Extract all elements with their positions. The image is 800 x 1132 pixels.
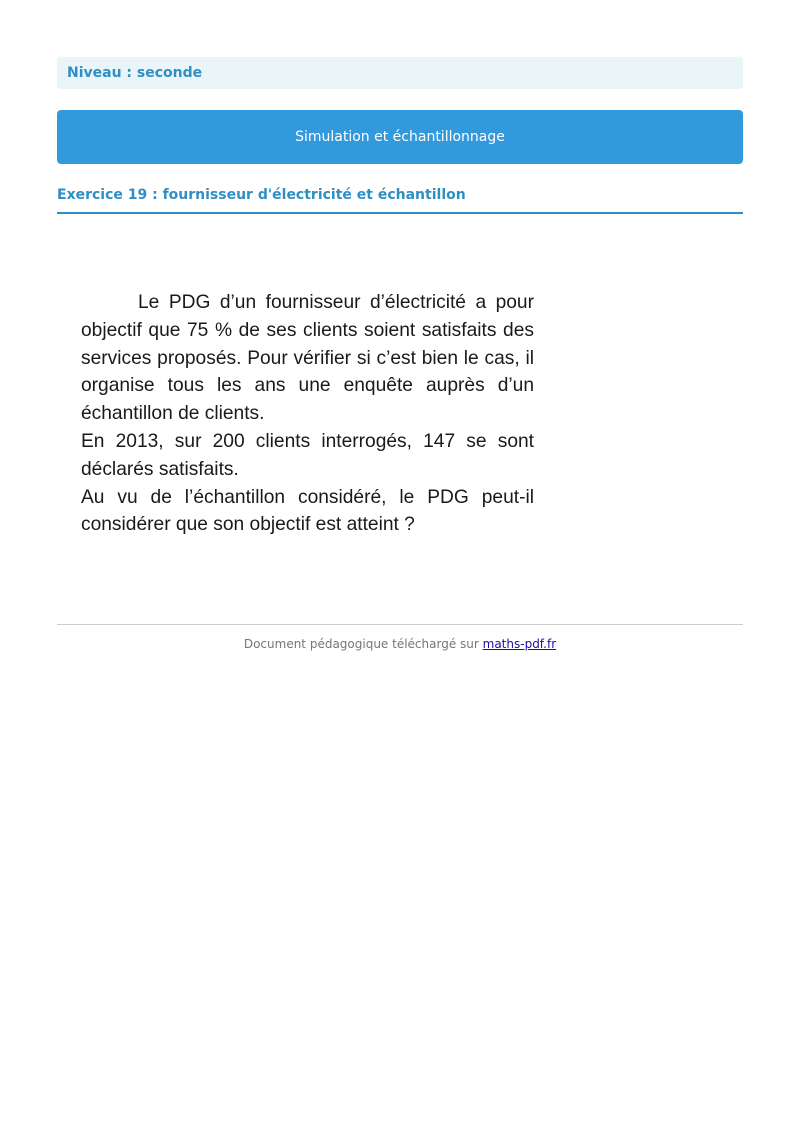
exercise-statement [81,289,534,539]
level-label: Niveau : seconde [67,65,203,81]
chapter-banner [57,110,743,164]
footer [57,637,743,651]
exercise-paragraph-2: En 2013, sur 200 clients interrogés, 147 se sont déclarés satisfaits. [81,430,534,480]
level-box [57,57,743,89]
exercise-paragraph-1: Le PDG d’un fournisseur d’électricité a pour objectif que 75 % de ses clients soient satisfaits des services proposés. Pour vérifier si c’est bien le cas, il organise tous les ans une enquête auprès d’un échantillon de clients. [81,292,534,425]
footer-divider [57,624,743,625]
exercise-paragraph-3: Au vu de l’échantillon considéré, le PDG peut-il considérer que son objectif est atteint ? [81,486,534,536]
chapter-title: Simulation et échantillonnage [295,129,505,145]
page [57,57,743,651]
exercise-title: Exercice 19 : fournisseur d'électricité et échantillon [57,187,743,214]
footer-text: Document pédagogique téléchargé sur [243,637,483,651]
footer-link[interactable]: maths-pdf.fr [482,637,557,651]
